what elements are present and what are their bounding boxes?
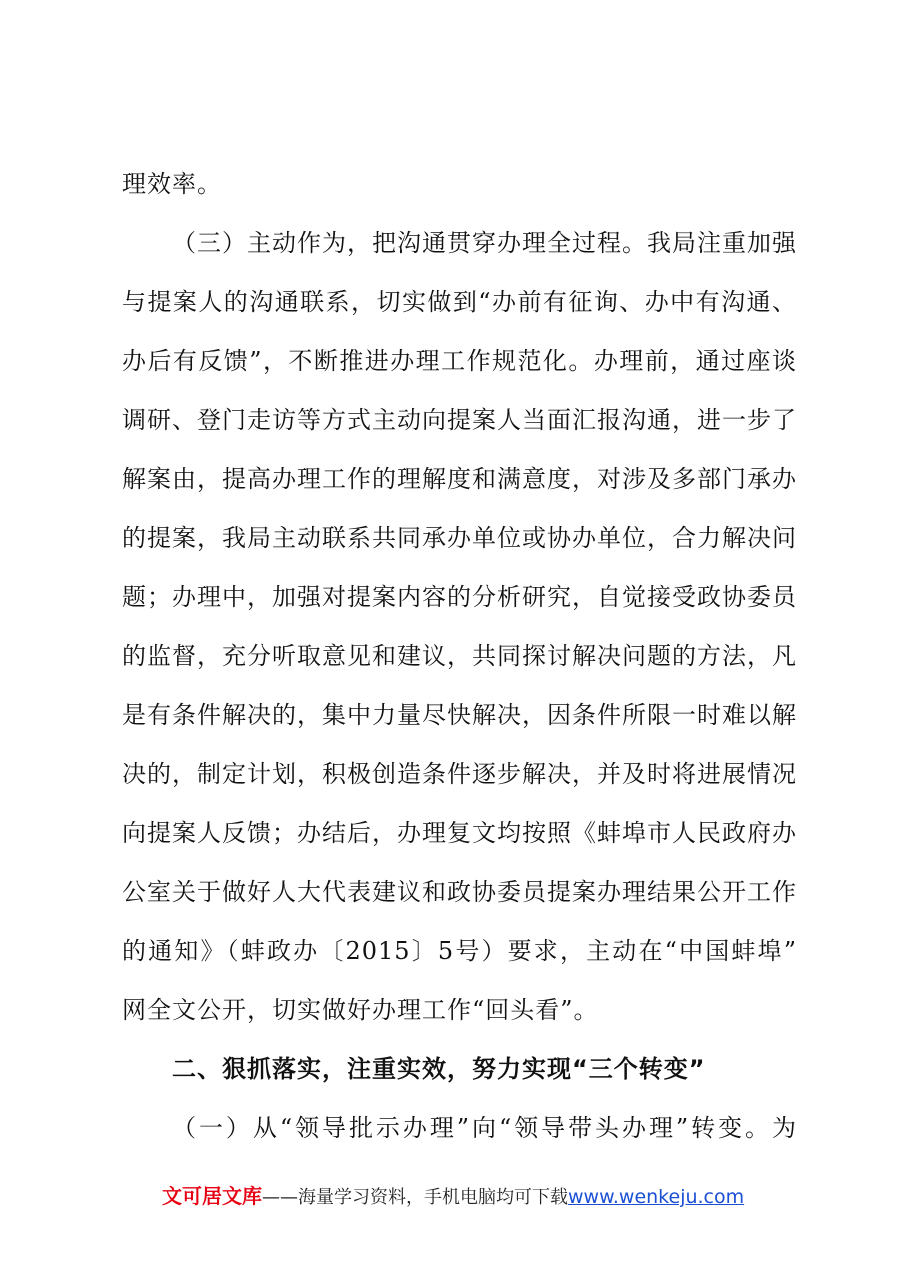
section-heading: 二、狠抓落实，注重实效，努力实现“三个转变” [172,1055,706,1083]
footer-brand: 文可居文库 [162,1184,262,1208]
footer-url-link[interactable]: www.wenkeju.com [568,1186,745,1208]
body-line-6: 解案由，提高办理工作的理解度和满意度，对涉及多部门承办 [122,465,797,493]
body-line-2: （三）主动作为，把沟通贯穿办理全过程。我局注重加强 [172,229,797,257]
footer-tagline: ——海量学习资料，手机电脑均可下载 [262,1187,568,1208]
body-line-5: 调研、登门走访等方式主动向提案人当面汇报沟通，进一步了 [122,406,797,434]
body-line-16: （一）从“领导批示办理”向“领导带头办理”转变。为 [172,1114,797,1142]
body-line-12: 向提案人反馈；办结后，办理复文均按照《蚌埠市人民政府办 [122,819,797,847]
body-line-13: 公室关于做好人大代表建议和政协委员提案办理结果公开工作 [122,878,797,906]
body-line-3: 与提案人的沟通联系，切实做到“办前有征询、办中有沟通、 [122,288,797,316]
body-line-8: 题；办理中，加强对提案内容的分析研究，自觉接受政协委员 [122,583,797,611]
body-line-1: 理效率。 [122,170,222,198]
body-line-10: 是有条件解决的，集中力量尽快解决，因条件所限一时难以解 [122,701,797,729]
body-line-9: 的监督，充分听取意见和建议，共同探讨解决问题的方法，凡 [122,642,797,670]
footer-banner [162,1183,744,1211]
body-line-7: 的提案，我局主动联系共同承办单位或协办单位，合力解决问 [122,524,797,552]
body-line-4: 办后有反馈”，不断推进办理工作规范化。办理前，通过座谈 [122,347,797,375]
body-line-14: 的通知》（蚌政办〔2015〕5号）要求，主动在“中国蚌埠” [122,937,797,965]
body-line-11: 决的，制定计划，积极创造条件逐步解决，并及时将进展情况 [122,760,797,788]
body-line-15: 网全文公开，切实做好办理工作“回头看”。 [122,996,599,1024]
